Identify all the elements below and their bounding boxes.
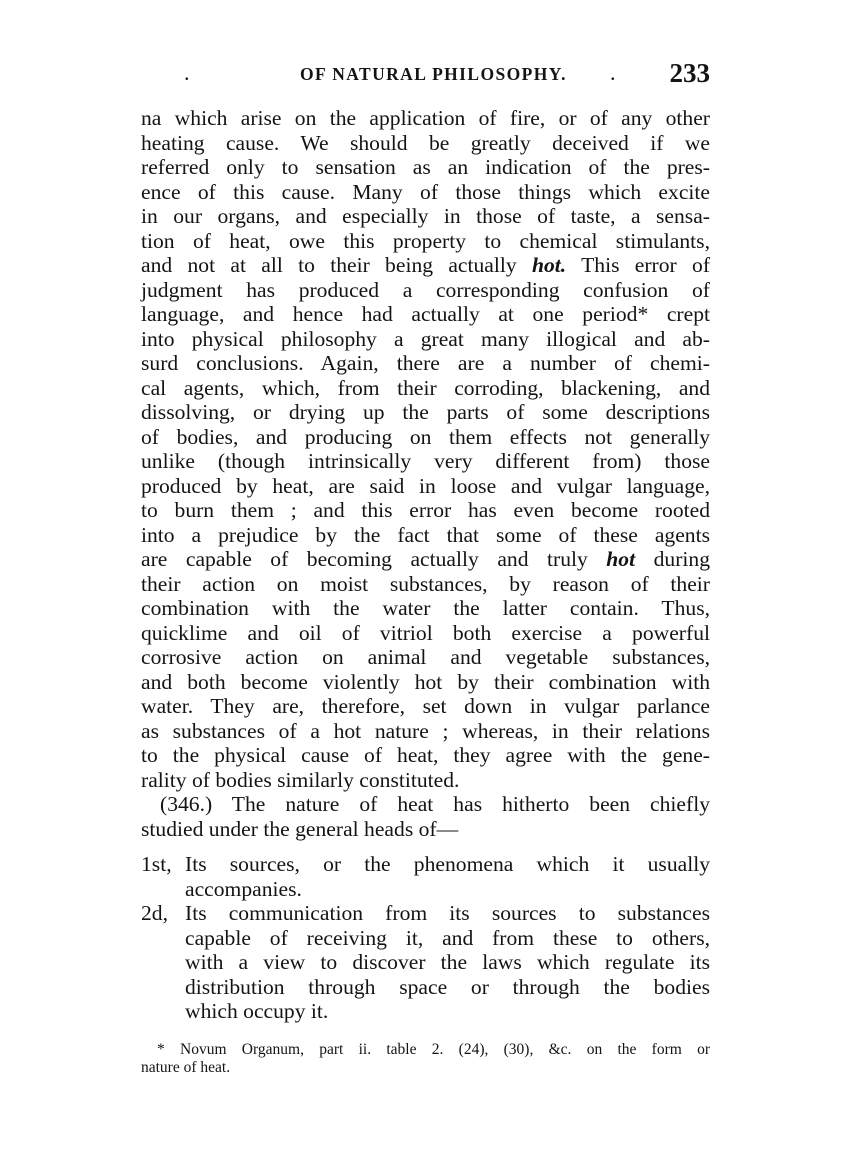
text-line: their action on moist substances, by reason of their bbox=[141, 571, 710, 596]
text-line: accompanies. bbox=[185, 876, 302, 901]
text-line: into a prejudice by the fact that some of these agents bbox=[141, 522, 710, 547]
text-line: quicklime and oil of vitriol both exercise a powerful bbox=[141, 620, 710, 645]
footnote-line: nature of heat. bbox=[141, 1059, 231, 1076]
text-line: in our organs, and especially in those of taste, a sensa- bbox=[141, 204, 710, 228]
footnote-line: * Novum Organum, part ii. table 2. (24), (30), &c. on the form or bbox=[157, 1040, 710, 1058]
text-run: are capable of becoming actually and truly bbox=[141, 547, 607, 571]
text-run: during bbox=[635, 547, 710, 571]
list-item-number: 2d, bbox=[141, 901, 168, 925]
text-line: into physical philosophy a great many illogical and ab- bbox=[141, 326, 710, 351]
text-line: dissolving, or drying up the parts of some descriptions bbox=[141, 400, 710, 424]
text-line: corrosive action on animal and vegetable substances, bbox=[141, 645, 710, 669]
text-line: cal agents, which, from their corroding, blackening, and bbox=[141, 375, 710, 400]
text-line: to the physical cause of heat, they agree with the gene- bbox=[141, 743, 710, 767]
text-line: heating cause. We should be greatly deceived if we bbox=[141, 130, 710, 155]
text-run: This error of bbox=[566, 253, 711, 277]
text-line: distribution through space or through the bodies bbox=[185, 974, 710, 999]
text-line: produced by heat, are said in loose and vulgar language, bbox=[141, 473, 710, 498]
text-line: as substances of a hot nature ; whereas, in their relations bbox=[141, 718, 710, 743]
list-item bbox=[141, 901, 710, 1024]
text-line: studied under the general heads of— bbox=[141, 816, 459, 841]
text-line: Its communication from its sources to substances bbox=[185, 901, 710, 925]
text-line bbox=[141, 253, 710, 278]
text-line: rality of bodies similarly constituted. bbox=[141, 767, 460, 792]
running-head-dot: . bbox=[184, 60, 190, 85]
list-item bbox=[141, 852, 710, 901]
text-line: ence of this cause. Many of those things which excite bbox=[141, 179, 710, 204]
running-head-dot: . bbox=[610, 60, 616, 85]
text-line: of bodies, and producing on them effects not generally bbox=[141, 424, 710, 449]
text-line: referred only to sensation as an indication of the pres- bbox=[141, 155, 710, 179]
page-body bbox=[141, 106, 710, 1078]
text-line: water. They are, therefore, set down in vulgar parlance bbox=[141, 694, 710, 718]
text-line bbox=[141, 547, 710, 572]
page-number: 233 bbox=[669, 58, 710, 88]
running-head-title: OF NATURAL PHILOSOPHY. bbox=[300, 64, 567, 84]
list-item-number: 1st, bbox=[141, 852, 172, 876]
paragraph-heat-sensation bbox=[141, 106, 710, 792]
text-line: with a view to discover the laws which regulate its bbox=[185, 950, 710, 974]
heads-list bbox=[141, 852, 710, 1024]
footnote bbox=[141, 1041, 710, 1078]
text-line: and both become violently hot by their combination with bbox=[141, 669, 710, 694]
paragraph-346 bbox=[141, 792, 710, 841]
text-line: which occupy it. bbox=[185, 999, 329, 1023]
text-line: combination with the water the latter contain. Thus, bbox=[141, 596, 710, 620]
text-line: Its sources, or the phenomena which it usually bbox=[185, 852, 710, 876]
text-run: and not at all to their being actually bbox=[141, 253, 532, 277]
text-line: surd conclusions. Again, there are a number of chemi- bbox=[141, 351, 710, 375]
text-line: language, and hence had actually at one period* crept bbox=[141, 302, 710, 326]
running-head bbox=[140, 58, 710, 92]
italic-word: hot bbox=[606, 547, 636, 571]
text-line: na which arise on the application of fire, or of any other bbox=[141, 106, 710, 130]
text-line: to burn them ; and this error has even become rooted bbox=[141, 498, 710, 522]
text-line: (346.) The nature of heat has hitherto been chiefly bbox=[160, 792, 710, 816]
text-line: unlike (though intrinsically very different from) those bbox=[141, 449, 710, 473]
italic-word: hot. bbox=[531, 253, 567, 277]
text-line: tion of heat, owe this property to chemical stimulants, bbox=[141, 228, 710, 253]
text-line: judgment has produced a corresponding confusion of bbox=[141, 277, 710, 302]
text-line: capable of receiving it, and from these to others, bbox=[185, 925, 710, 950]
